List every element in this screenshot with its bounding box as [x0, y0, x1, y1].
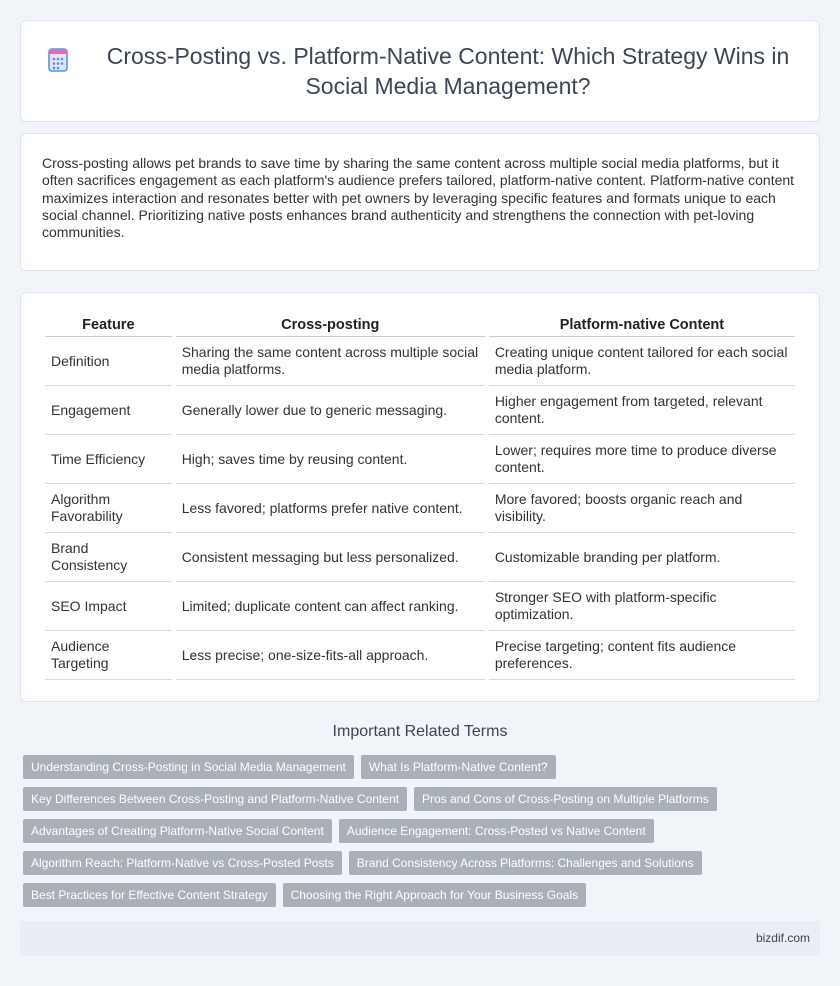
related-term-tag[interactable]: Advantages of Creating Platform-Native Social Content [23, 819, 332, 843]
related-term-tag[interactable]: Algorithm Reach: Platform-Native vs Cross-Posted Posts [23, 851, 342, 875]
related-term-tag[interactable]: Key Differences Between Cross-Posting and Platform-Native Content [23, 787, 407, 811]
related-term-tag[interactable]: Choosing the Right Approach for Your Business Goals [283, 883, 587, 907]
site-link[interactable]: bizdif.com [755, 931, 810, 945]
related-term-tag[interactable]: Best Practices for Effective Content Strategy [23, 883, 276, 907]
feature-cell: Algorithm Favorability [45, 484, 172, 533]
comparison-card [20, 292, 820, 702]
cross-posting-cell: Less precise; one-size-fits-all approach. [176, 631, 485, 680]
title-wrap [45, 21, 803, 121]
tag-row [23, 755, 823, 779]
tag-row [23, 883, 823, 907]
tag-row [23, 851, 823, 875]
table-row [45, 484, 795, 533]
table-row [45, 435, 795, 484]
related-term-tag[interactable]: Pros and Cons of Cross-Posting on Multiple Platforms [414, 787, 717, 811]
related-term-tag[interactable]: Brand Consistency Across Platforms: Challenges and Solutions [349, 851, 702, 875]
feature-cell: Engagement [45, 386, 172, 435]
feature-cell: Audience Targeting [45, 631, 172, 680]
platform-native-cell: Stronger SEO with platform-specific optimization. [489, 582, 795, 631]
feature-cell: Definition [45, 337, 172, 386]
related-term-tag[interactable]: Audience Engagement: Cross-Posted vs Native Content [339, 819, 654, 843]
table-row [45, 337, 795, 386]
cross-posting-cell: Sharing the same content across multiple social media platforms. [176, 337, 485, 386]
related-terms-heading: Important Related Terms [332, 723, 508, 740]
intro-card [20, 133, 820, 271]
table-row [45, 582, 795, 631]
cross-posting-cell: Less favored; platforms prefer native content. [176, 484, 485, 533]
platform-native-cell: Customizable branding per platform. [489, 533, 795, 582]
header-platform-native: Platform-native Content [489, 313, 795, 337]
footer [20, 921, 820, 956]
tag-row [23, 819, 823, 843]
feature-cell: Time Efficiency [45, 435, 172, 484]
table-row [45, 631, 795, 680]
related-term-tag[interactable]: What Is Platform-Native Content? [361, 755, 556, 779]
table-header-row [45, 313, 795, 337]
page-title: Cross-Posting vs. Platform-Native Content: Which Strategy Wins in Social Media Management? [106, 43, 790, 99]
table-row [45, 533, 795, 582]
comparison-table [41, 313, 799, 680]
feature-cell: Brand Consistency [45, 533, 172, 582]
feature-cell: SEO Impact [45, 582, 172, 631]
cross-posting-cell: Limited; duplicate content can affect ranking. [176, 582, 485, 631]
cross-posting-cell: Consistent messaging but less personalized. [176, 533, 485, 582]
cross-posting-cell: Generally lower due to generic messaging. [176, 386, 485, 435]
platform-native-cell: Lower; requires more time to produce diverse content. [489, 435, 795, 484]
header-cross-posting: Cross-posting [176, 313, 485, 337]
intro-paragraph: Cross-posting allows pet brands to save time by sharing the same content across multiple social media platforms, but it often sacrifices engagement as each platform's audience prefers tailored, platform-native content. Platform-native content maximizes interaction and resonates better with pet owners by leveraging specific features and formats unique to each social channel. Prioritizing native posts enhances brand authenticity and strengthens the connection with pet-loving communities. [42, 155, 795, 241]
platform-native-cell: Creating unique content tailored for each social media platform. [489, 337, 795, 386]
related-term-tag[interactable]: Understanding Cross-Posting in Social Media Management [23, 755, 354, 779]
title-card [20, 20, 820, 122]
header-feature: Feature [45, 313, 172, 337]
table-row [45, 386, 795, 435]
platform-native-cell: More favored; boosts organic reach and visibility. [489, 484, 795, 533]
platform-native-cell: Higher engagement from targeted, relevant content. [489, 386, 795, 435]
tag-row [23, 787, 823, 811]
related-terms-list [23, 755, 823, 915]
platform-native-cell: Precise targeting; content fits audience preferences. [489, 631, 795, 680]
cross-posting-cell: High; saves time by reusing content. [176, 435, 485, 484]
document-icon [45, 47, 71, 73]
